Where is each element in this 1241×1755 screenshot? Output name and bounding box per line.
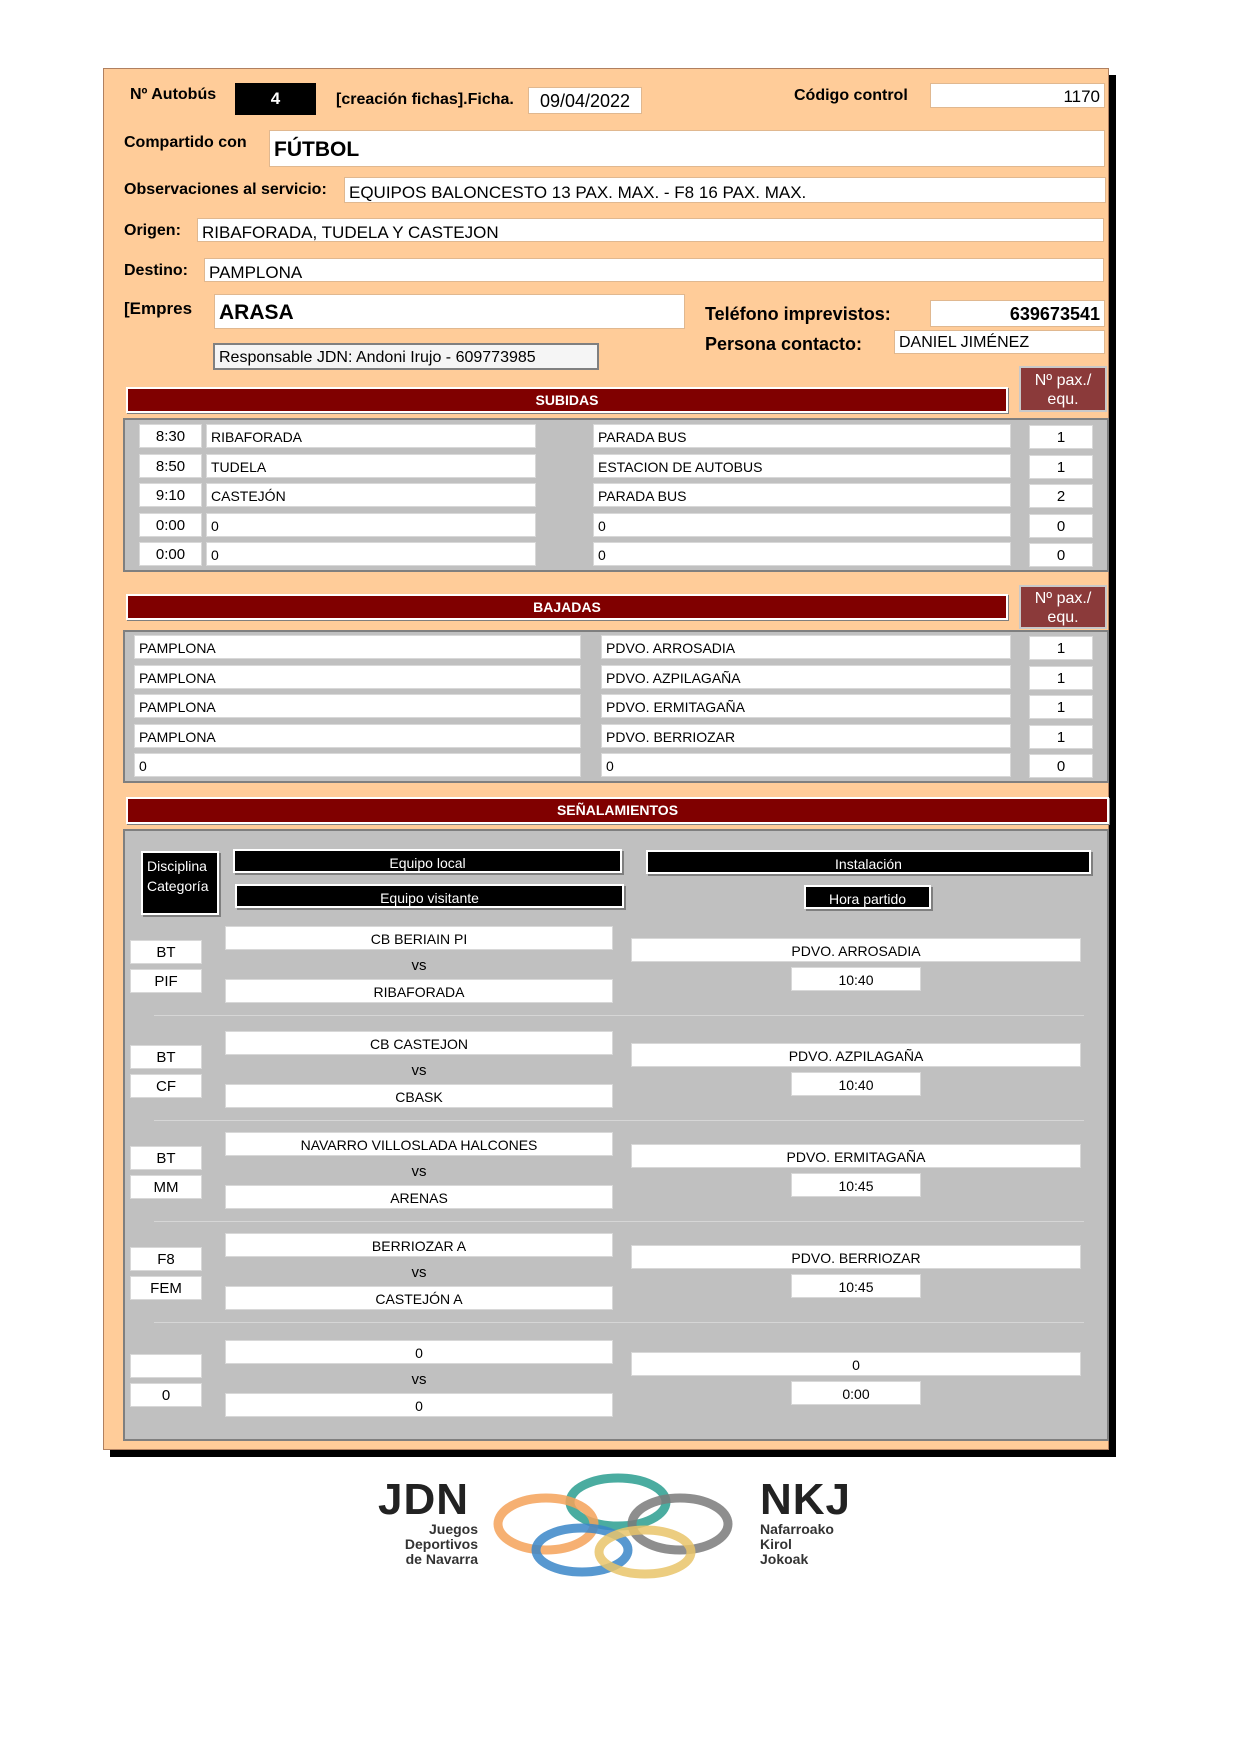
subida-stop: 0: [593, 513, 1011, 537]
bus-number-label: Nº Autobús: [130, 86, 217, 103]
match-equipo-local: NAVARRO VILLOSLADA HALCONES: [225, 1132, 613, 1156]
match-categoria: PIF: [130, 969, 202, 993]
match-vs: vs: [411, 1062, 427, 1079]
bajada-place: PAMPLONA: [134, 665, 581, 689]
subida-pax: 0: [1029, 514, 1093, 538]
nkj-mark: NKJ: [760, 1475, 852, 1524]
match-disciplina: [130, 1354, 202, 1378]
observaciones-label: Observaciones al servicio:: [124, 181, 327, 198]
subida-place: 0: [206, 542, 536, 566]
match-hora: 10:45: [791, 1274, 921, 1298]
match-disciplina: BT: [130, 1045, 202, 1069]
subida-place: TUDELA: [206, 454, 536, 478]
hora-partido-header: Hora partido: [804, 885, 931, 909]
match-separator: [154, 1221, 1084, 1222]
subida-pax: 2: [1029, 484, 1093, 508]
origen-value: RIBAFORADA, TUDELA Y CASTEJON: [197, 218, 1104, 242]
match-equipo-local: CB CASTEJON: [225, 1031, 613, 1055]
empresa-label: [Empres: [124, 299, 193, 318]
instalacion-header: Instalación: [646, 850, 1091, 874]
match-categoria: MM: [130, 1175, 202, 1199]
empresa-value: ARASA: [214, 294, 685, 329]
subida-pax: 1: [1029, 425, 1093, 449]
subida-stop: PARADA BUS: [593, 483, 1011, 507]
subida-pax: 1: [1029, 455, 1093, 479]
telefono-label: Teléfono imprevistos:: [705, 304, 891, 324]
bajada-stop: PDVO. AZPILAGAÑA: [601, 665, 1011, 689]
match-instalacion: PDVO. BERRIOZAR: [631, 1245, 1081, 1269]
subida-stop: PARADA BUS: [593, 424, 1011, 448]
jdn-mark: JDN: [378, 1475, 470, 1524]
subida-place: 0: [206, 513, 536, 537]
bus-sheet: [103, 68, 1109, 1450]
match-categoria: 0: [130, 1383, 202, 1407]
match-categoria: CF: [130, 1074, 202, 1098]
bajada-pax: 1: [1029, 695, 1093, 719]
nkj-line1: Nafarroako: [760, 1521, 834, 1537]
jdn-line1: Juegos: [428, 1521, 478, 1537]
bajada-pax: 1: [1029, 725, 1093, 749]
telefono-value: 639673541: [930, 300, 1105, 327]
nkj-line3: Jokoak: [760, 1551, 809, 1567]
match-equipo-local: CB BERIAIN PI: [225, 926, 613, 950]
subidas-header: SUBIDAS: [126, 387, 1008, 413]
bajada-stop: PDVO. ARROSADIA: [601, 635, 1011, 659]
match-vs: vs: [411, 1371, 427, 1388]
match-hora: 10:45: [791, 1173, 921, 1197]
match-separator: [154, 1015, 1084, 1016]
match-instalacion: PDVO. AZPILAGAÑA: [631, 1043, 1081, 1067]
observaciones-value: EQUIPOS BALONCESTO 13 PAX. MAX. - F8 16 PAX. MAX.: [344, 177, 1106, 203]
bajada-stop: PDVO. ERMITAGAÑA: [601, 694, 1011, 718]
match-equipo-visitante: CBASK: [225, 1084, 613, 1108]
destino-value: PAMPLONA: [204, 258, 1104, 282]
nkj-logo: [760, 1475, 870, 1567]
ficha-label: [creación fichas].Ficha.: [336, 91, 514, 108]
bajada-pax: 1: [1029, 636, 1093, 660]
match-equipo-visitante: ARENAS: [225, 1185, 613, 1209]
origen-label: Origen:: [124, 222, 181, 239]
jdn-line2: Deportivos: [404, 1536, 478, 1552]
match-vs: vs: [411, 1163, 427, 1180]
destino-label: Destino:: [124, 262, 188, 279]
compartido-value: FÚTBOL: [269, 130, 1105, 167]
bajadas-header: BAJADAS: [126, 594, 1008, 620]
subida-stop: ESTACION DE AUTOBUS: [593, 454, 1011, 478]
bajada-pax: 1: [1029, 666, 1093, 690]
match-hora: 10:40: [791, 967, 921, 991]
compartido-label: Compartido con: [124, 134, 247, 151]
subida-time: 0:00: [139, 542, 202, 566]
bajada-place: 0: [134, 753, 581, 777]
subidas-pax-header: Nº pax./ equ.: [1019, 366, 1107, 412]
match-vs: vs: [411, 957, 427, 974]
match-equipo-local: 0: [225, 1340, 613, 1364]
nkj-line2: Kirol: [760, 1536, 792, 1552]
bajada-place: PAMPLONA: [134, 694, 581, 718]
bus-number: 4: [235, 83, 316, 115]
subida-time: 0:00: [139, 513, 202, 537]
match-separator: [154, 1120, 1084, 1121]
bajada-place: PAMPLONA: [134, 724, 581, 748]
subida-time: 8:30: [139, 424, 202, 448]
ficha-date: 09/04/2022: [528, 87, 642, 114]
bajadas-pax-header: Nº pax./ equ.: [1019, 585, 1107, 629]
subida-time: 9:10: [139, 483, 202, 507]
persona-value: DANIEL JIMÉNEZ: [894, 330, 1105, 354]
bajada-stop: 0: [601, 753, 1011, 777]
equipo-visitante-header: Equipo visitante: [235, 884, 624, 908]
match-separator: [154, 1322, 1084, 1323]
match-instalacion: 0: [631, 1352, 1081, 1376]
bajada-pax: 0: [1029, 754, 1093, 778]
match-hora: 0:00: [791, 1381, 921, 1405]
match-equipo-visitante: RIBAFORADA: [225, 979, 613, 1003]
equipo-local-header: Equipo local: [233, 849, 622, 873]
match-equipo-local: BERRIOZAR A: [225, 1233, 613, 1257]
match-equipo-visitante: 0: [225, 1393, 613, 1417]
persona-label: Persona contacto:: [705, 334, 863, 354]
control-code-label: Código control: [794, 87, 908, 104]
match-instalacion: PDVO. ARROSADIA: [631, 938, 1081, 962]
jdn-line3: de Navarra: [405, 1551, 478, 1567]
match-instalacion: PDVO. ERMITAGAÑA: [631, 1144, 1081, 1168]
jdn-logo: [378, 1475, 478, 1567]
senalamientos-header: SEÑALAMIENTOS: [126, 797, 1109, 824]
match-vs: vs: [411, 1264, 427, 1281]
bajada-place: PAMPLONA: [134, 635, 581, 659]
match-equipo-visitante: CASTEJÓN A: [225, 1286, 613, 1310]
match-disciplina: BT: [130, 940, 202, 964]
bajada-stop: PDVO. BERRIOZAR: [601, 724, 1011, 748]
subida-place: CASTEJÓN: [206, 483, 536, 507]
responsable-jdn: Responsable JDN: Andoni Irujo - 609773985: [213, 343, 599, 370]
match-disciplina: BT: [130, 1146, 202, 1170]
match-categoria: FEM: [130, 1276, 202, 1300]
rings-logo-icon: [490, 1472, 740, 1582]
subida-pax: 0: [1029, 543, 1093, 567]
match-disciplina: F8: [130, 1247, 202, 1271]
disciplina-categoria-header: Disciplina Categoría: [141, 851, 219, 915]
subida-stop: 0: [593, 542, 1011, 566]
control-code-value: 1170: [930, 83, 1105, 108]
match-hora: 10:40: [791, 1072, 921, 1096]
subida-time: 8:50: [139, 454, 202, 478]
subida-place: RIBAFORADA: [206, 424, 536, 448]
